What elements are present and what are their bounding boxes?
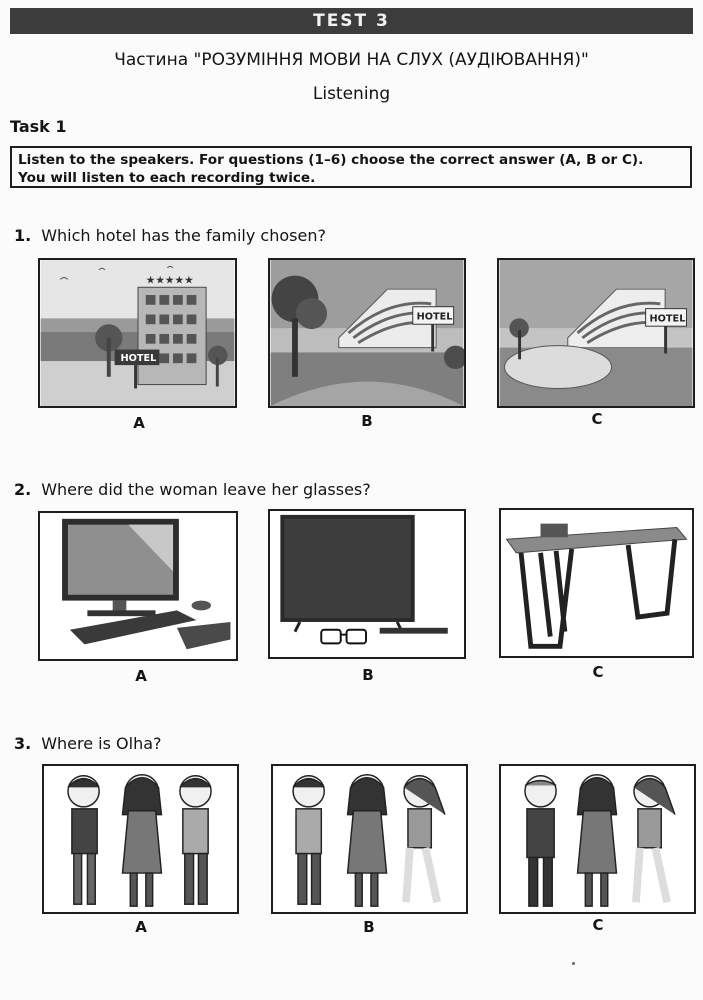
- hotel-sign-text: HOTEL: [416, 311, 453, 323]
- question-text: Where did the woman leave her glasses?: [41, 480, 371, 499]
- option-label-c: C: [592, 663, 604, 681]
- question-text: Where is Olha?: [41, 734, 162, 753]
- part-title: Частина "РОЗУМІННЯ МОВИ НА СЛУХ (АУДІЮВАННЯ)": [114, 50, 589, 70]
- option-label-a: A: [135, 918, 147, 936]
- option-3c-picture[interactable]: [499, 764, 696, 914]
- three-people-illustration: [44, 766, 237, 912]
- option-1a-picture[interactable]: [38, 258, 237, 408]
- option-label-b: B: [361, 412, 373, 430]
- test-title: TEST 3: [313, 11, 390, 31]
- three-people-illustration: [501, 766, 694, 912]
- option-label-b: B: [362, 666, 374, 684]
- hotel-park-illustration: [270, 260, 464, 406]
- option-3a-picture[interactable]: [42, 764, 239, 914]
- question-3: [14, 734, 162, 753]
- question-number: 1.: [14, 226, 32, 245]
- option-label-c: C: [591, 410, 603, 428]
- hotel-pool-illustration: [499, 260, 693, 406]
- scan-speck: [572, 962, 575, 965]
- option-1c-picture[interactable]: [497, 258, 695, 408]
- task-label: Task 1: [10, 117, 67, 136]
- option-label-a: A: [133, 414, 145, 432]
- question-number: 3.: [14, 734, 32, 753]
- question-1: [14, 226, 326, 245]
- table-illustration: [501, 510, 692, 656]
- option-label-c: C: [592, 916, 604, 934]
- instructions-line-2: You will listen to each recording twice.: [18, 170, 316, 186]
- hotel-sign-text: HOTEL: [120, 353, 157, 365]
- tv-glasses-illustration: [270, 511, 464, 657]
- question-2: [14, 480, 371, 499]
- option-2c-picture[interactable]: [499, 508, 694, 658]
- section-subtitle: Listening: [312, 84, 391, 104]
- option-1b-picture[interactable]: [268, 258, 466, 408]
- hotel-town-illustration: [40, 260, 235, 406]
- option-2b-picture[interactable]: [268, 509, 466, 659]
- hotel-stars: ★★★★★: [145, 273, 194, 287]
- instructions-box: [10, 146, 692, 188]
- option-3b-picture[interactable]: [271, 764, 468, 914]
- computer-monitor-keyboard-illustration: [40, 513, 236, 659]
- instructions-line-1: Listen to the speakers. For questions (1–6) choose the correct answer (A, B or C).: [18, 152, 644, 168]
- hotel-sign-text: HOTEL: [649, 313, 686, 325]
- option-label-b: B: [363, 918, 375, 936]
- option-label-a: A: [135, 667, 147, 685]
- question-text: Which hotel has the family chosen?: [41, 226, 326, 245]
- option-2a-picture[interactable]: [38, 511, 238, 661]
- three-people-illustration: [273, 766, 466, 912]
- test-header-bar: [10, 8, 693, 34]
- question-number: 2.: [14, 480, 32, 499]
